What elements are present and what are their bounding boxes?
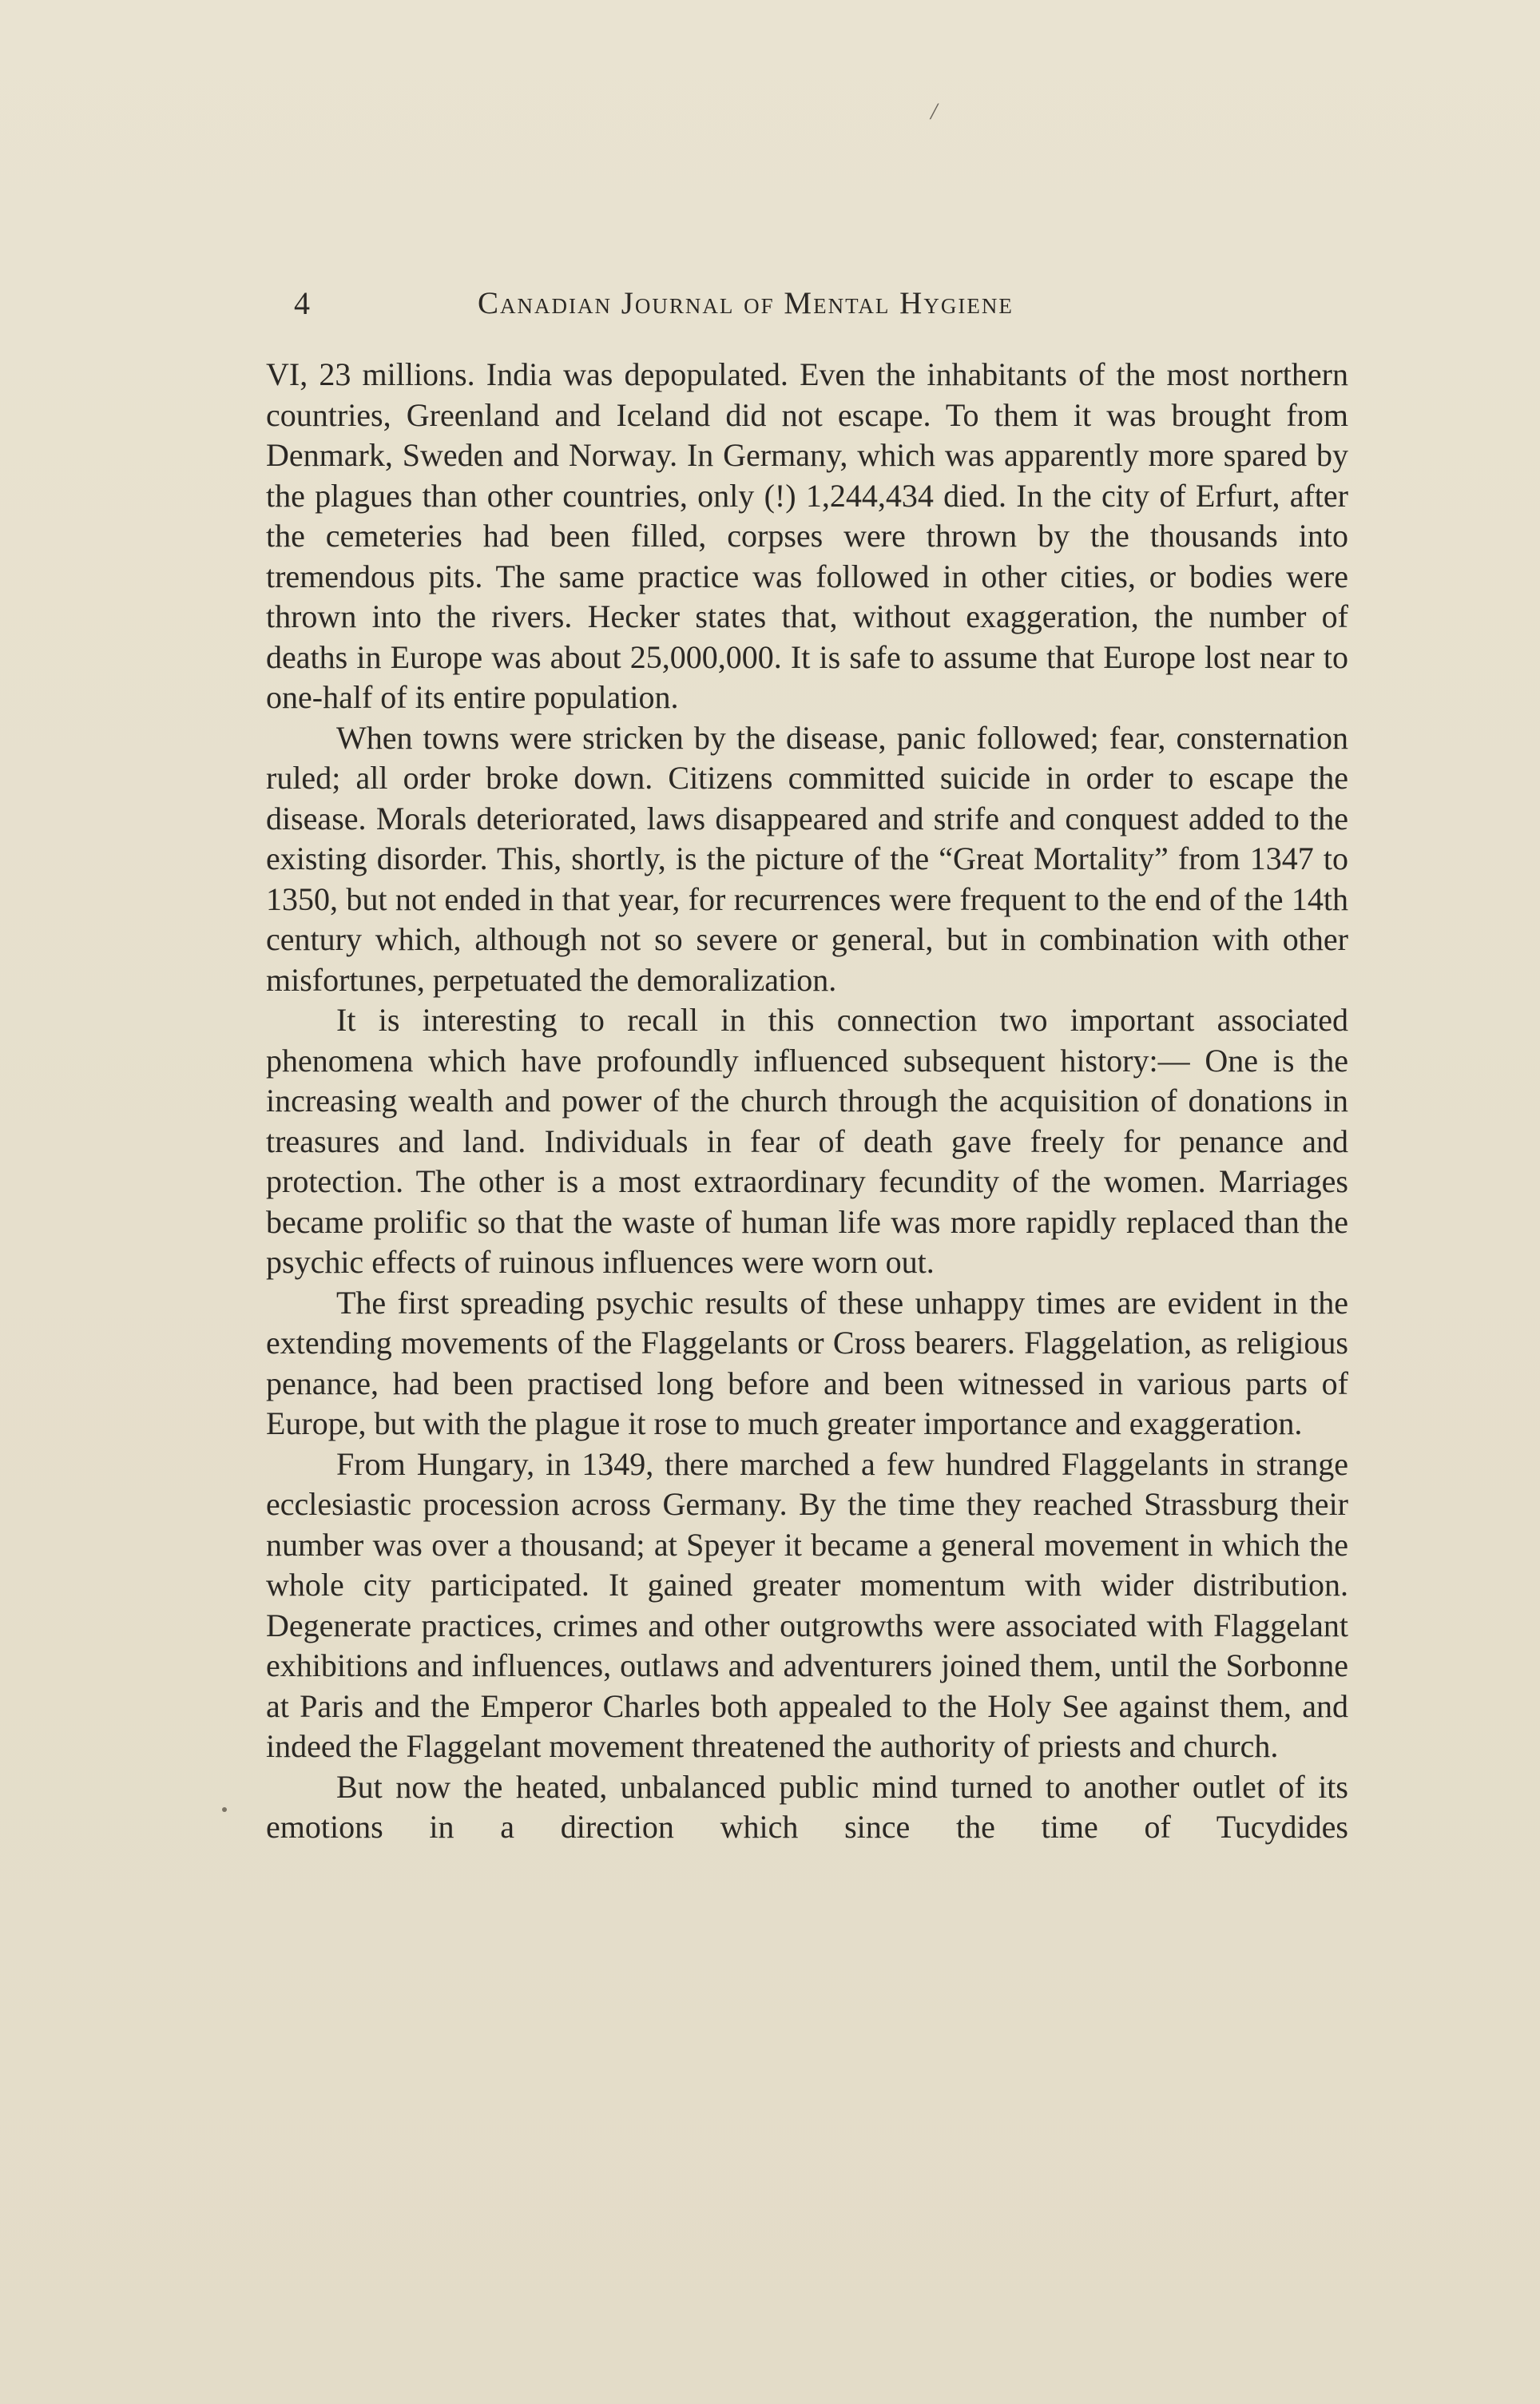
page-number: 4 — [294, 285, 310, 321]
paragraph-2: When towns were stricken by the disease, panic followed; fear, consternation ruled; all order broke down. Citizens committed suicide in order to escape the disease. Morals deteriorated, laws disappeared and strife and conquest added to the existing disorder. This, shortly, is the picture of the “Great Mortality” from 1347 to 1350, but not ended in that year, for recurrences were frequent to the end of the 14th century which, although not so severe or general, but in combination with other misfortunes, perpetuated the demoralization. — [266, 719, 1348, 998]
body-text — [266, 355, 1348, 1848]
speck-mark: / — [931, 98, 938, 125]
margin-dot — [222, 1807, 227, 1812]
paragraph-6: But now the heated, unbalanced public mind turned to another outlet of its emotions in a direction which since the time of Tucydides — [266, 1768, 1348, 1845]
paragraph-1: VI, 23 millions. India was depopulated. Even the inhabitants of the most northern countries, Greenland and Iceland did not escape. To them it was brought from Denmark, Sweden and Norway. In Germany, which was apparently more spared by the plagues than other countries, only (!) 1,244,434 died. In the city of Erfurt, after the cemeteries had been filled, corpses were thrown by the thousands into tremendous pits. The same practice was followed in other cities, or bodies were thrown into the rivers. Hecker states that, without exaggeration, the number of deaths in Europe was about 25,000,000. It is safe to assume that Europe lost near to one-half of its entire population. — [266, 356, 1348, 715]
paragraph-5: From Hungary, in 1349, there marched a few hundred Flaggelants in strange ecclesiastic procession across Germany. By the time they reached Strassburg their number was over a thousand; at Speyer it became a general movement in which the whole city participated. It gained greater momentum with wider distribution. Degenerate practices, crimes and other outgrowths were associated with Flaggelant exhibitions and influences, outlaws and adventurers joined them, until the Sorbonne at Paris and the Emperor Charles both appealed to the Holy See against them, and indeed the Flaggelant movement threatened the authority of priests and church. — [266, 1445, 1348, 1764]
paragraph-3: It is interesting to recall in this connection two important associated phenomena which have profoundly influenced subsequent history:— One is the increasing wealth and power of the church through the acquisition of donations in treasures and land. Individuals in fear of death gave freely for penance and protection. The other is a most extraordinary fecundity of the women. Marriages became prolific so that the waste of human life was more rapidly replaced than the psychic effects of ruinous influences were worn out. — [266, 1002, 1348, 1280]
running-head — [266, 280, 1348, 328]
journal-title: Canadian Journal of Mental Hygiene — [478, 286, 1014, 320]
paragraph-4: The first spreading psychic results of these unhappy times are evident in the extending movements of the Flaggelants or Cross bearers. Flaggelation, as religious penance, had been practised long before and been witnessed in various parts of Europe, but with the plague it rose to much greater importance and exaggeration. — [266, 1284, 1348, 1441]
